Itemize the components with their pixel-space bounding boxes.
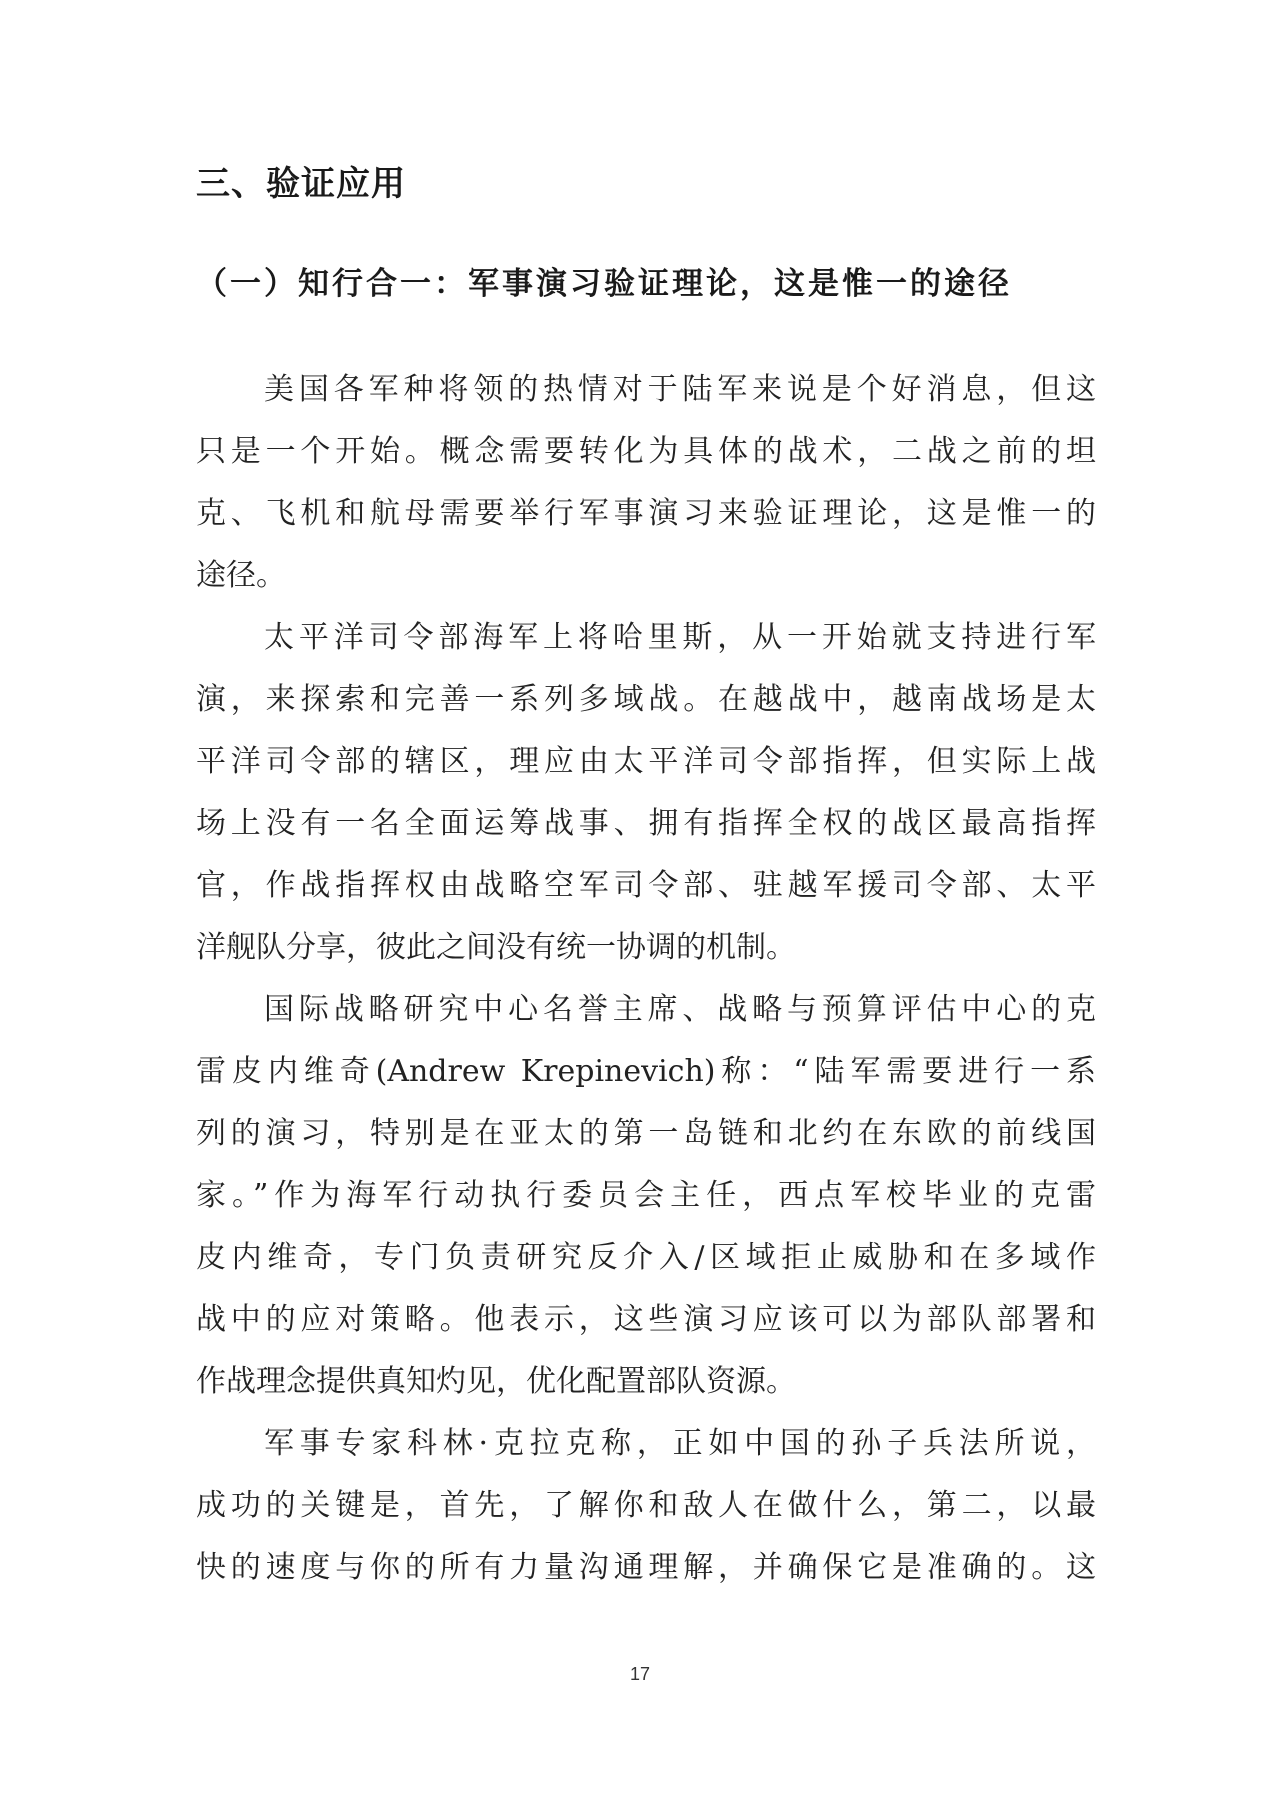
paragraph-2-line-2: 演，来探索和完善一系列多域战。在越战中，越南战场是太 bbox=[196, 682, 1096, 717]
paragraph-4-line-3: 快的速度与你的所有力量沟通理解，并确保它是准确的。这 bbox=[196, 1550, 1096, 1585]
paragraph-1-line-3: 克、飞机和航母需要举行军事演习来验证理论，这是惟一的 bbox=[196, 496, 1096, 531]
paragraph-1-line-1: 美国各军种将领的热情对于陆军来说是个好消息，但这 bbox=[264, 372, 1096, 407]
paragraph-3-line-7: 作战理念提供真知灼见，优化配置部队资源。 bbox=[196, 1364, 796, 1399]
paragraph-4-line-2: 成功的关键是，首先，了解你和敌人在做什么，第二，以最 bbox=[196, 1488, 1096, 1523]
section-heading: 三、验证应用 bbox=[196, 164, 406, 204]
page-number: 17 bbox=[629, 1664, 651, 1684]
paragraph-2-line-4: 场上没有一名全面运筹战事、拥有指挥全权的战区最高指挥 bbox=[196, 806, 1096, 841]
paragraph-3-line-1: 国际战略研究中心名誉主席、战略与预算评估中心的克 bbox=[264, 992, 1096, 1027]
paragraph-2-line-1: 太平洋司令部海军上将哈里斯，从一开始就支持进行军 bbox=[264, 620, 1096, 655]
paragraph-2-line-6: 洋舰队分享，彼此之间没有统一协调的机制。 bbox=[196, 930, 796, 965]
paragraph-3-line-4: 家。”作为海军行动执行委员会主任，西点军校毕业的克雷 bbox=[196, 1178, 1096, 1213]
paragraph-3-line-2: 雷皮内维奇(Andrew Krepinevich)称：“陆军需要进行一系 bbox=[196, 1054, 1096, 1089]
paragraph-3-line-6: 战中的应对策略。他表示，这些演习应该可以为部队部署和 bbox=[196, 1302, 1096, 1337]
paragraph-3-line-5: 皮内维奇，专门负责研究反介入/区域拒止威胁和在多域作 bbox=[196, 1240, 1096, 1275]
paragraph-2-line-5: 官，作战指挥权由战略空军司令部、驻越军援司令部、太平 bbox=[196, 868, 1096, 903]
paragraph-2-line-3: 平洋司令部的辖区，理应由太平洋司令部指挥，但实际上战 bbox=[196, 744, 1096, 779]
body-text bbox=[196, 359, 1096, 1599]
paragraph-1-line-4: 途径。 bbox=[196, 558, 286, 593]
subsection-heading: （一）知行合一：军事演习验证理论，这是惟一的途径 bbox=[196, 266, 1012, 302]
paragraph-4-line-1: 军事专家科林·克拉克称，正如中国的孙子兵法所说， bbox=[264, 1426, 1096, 1461]
paragraph-3-line-3: 列的演习，特别是在亚太的第一岛链和北约在东欧的前线国 bbox=[196, 1116, 1096, 1151]
paragraph-1-line-2: 只是一个开始。概念需要转化为具体的战术，二战之前的坦 bbox=[196, 434, 1096, 469]
